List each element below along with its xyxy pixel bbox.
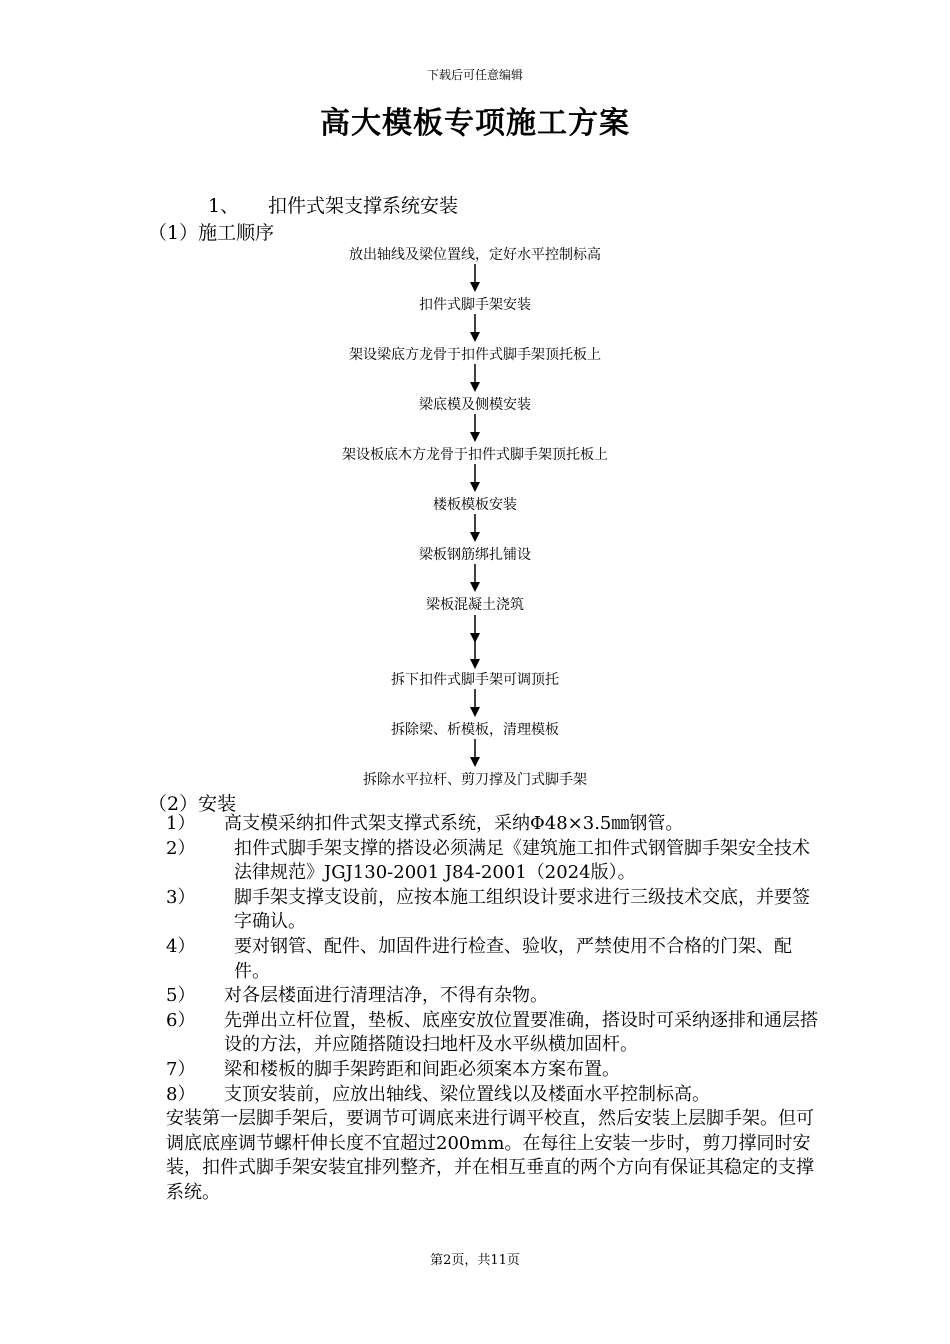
down-arrow-icon: [467, 314, 483, 342]
list-item: [148, 1083, 818, 1108]
document-title: 高大模板专项施工方案: [320, 106, 630, 141]
list-item: [148, 886, 818, 935]
section-number: 1、: [208, 195, 240, 217]
installation-list: [148, 812, 818, 1206]
down-arrow-icon: [467, 739, 483, 767]
page-footer: 第2页，共11页: [430, 1253, 520, 1268]
list-item-text: 支顶安装前，应放出轴线、梁位置线以及楼面水平控制标高。: [224, 1083, 710, 1105]
down-arrow-icon: [467, 264, 483, 292]
flow-step-1: 放出轴线及梁位置线，定好水平控制标高: [349, 247, 601, 263]
header-note: 下载后可任意编辑: [426, 68, 523, 82]
list-item: [148, 812, 818, 837]
list-item: [148, 1058, 818, 1083]
paragraph-text: 安装第一层脚手架后，要调节可调底来进行调平校直，然后安装上层脚手架。但可调底底座调节螺杆伸长度不宜超过200mm。在每往上安装一步时，剪刀撑同时安装，扣件式脚手架安装宜排列整齐，并在相互垂直的两个方向有保证其稳定的支撑系统。: [166, 1108, 814, 1203]
down-arrow-icon: [467, 464, 483, 492]
down-arrow-icon: [467, 564, 483, 592]
list-item: [148, 837, 818, 886]
list-item-text: 对各层楼面进行清理洁净，不得有杂物。: [224, 985, 548, 1007]
list-item-number: 2）: [166, 837, 196, 859]
list-item: [148, 935, 818, 984]
list-item-number: 5）: [166, 985, 196, 1007]
down-arrow-icon: [467, 641, 483, 669]
list-item-number: 1）: [166, 813, 196, 834]
subsection-heading-installation: （2）安装: [148, 793, 237, 815]
list-item-text: 高支模采纳扣件式架支撑式系统，采纳Φ48×3.5㎜钢管。: [224, 813, 684, 834]
flow-step-10: 拆除梁、析模板，清理模板: [391, 722, 559, 738]
down-arrow-icon: [467, 414, 483, 442]
flow-step-9: 拆下扣件式脚手架可调顶托: [391, 672, 559, 688]
list-item: [148, 984, 818, 1009]
list-item-text: 扣件式脚手架支撑的搭设必须满足《建筑施工扣件式钢管脚手架安全技术法律规范》JGJ130-2001 J84-2001（2024版）。: [234, 837, 810, 884]
flow-step-2: 扣件式脚手架安装: [419, 297, 531, 313]
down-arrow-icon: [467, 514, 483, 542]
list-item-text: 要对钢管、配件、加固件进行检查、验收，严禁使用不合格的门架、配件。: [234, 935, 792, 982]
list-item-number: 8）: [166, 1083, 196, 1105]
list-item-number: 4）: [166, 935, 196, 957]
list-item-number: 6）: [166, 1009, 196, 1031]
list-item-text: 先弹出立杆位置，垫板、底座安放位置要准确，搭设时可采纳逐排和通层搭设的方法，并应随搭随设扫地杆及水平纵横加固杆。: [224, 1009, 818, 1056]
list-item-number: 3）: [166, 886, 196, 908]
flow-step-3: 架设梁底方龙骨于扣件式脚手架顶托板上: [349, 347, 601, 363]
down-arrow-icon: [467, 615, 483, 643]
list-item-text: 梁和楼板的脚手架跨距和间距必须案本方案布置。: [224, 1058, 620, 1080]
subsection-heading-construction-order: （1）施工顺序: [148, 222, 275, 244]
flow-step-7: 梁板钢筋绑扎铺设: [419, 547, 531, 563]
flow-step-6: 楼板模板安装: [433, 497, 517, 513]
flow-step-5: 架设板底木方龙骨于扣件式脚手架顶托板上: [342, 447, 608, 463]
down-arrow-icon: [467, 364, 483, 392]
list-item-number: 7）: [166, 1058, 196, 1080]
down-arrow-icon: [467, 689, 483, 717]
list-item: [148, 1009, 818, 1058]
flow-step-11: 拆除水平拉杆、剪刀撑及门式脚手架: [363, 772, 587, 788]
list-item-text: 脚手架支撑支设前，应按本施工组织设计要求进行三级技术交底，并要签字确认。: [234, 886, 810, 933]
section-title: 扣件式架支撑系统安装: [268, 195, 459, 217]
flow-step-4: 梁底模及侧模安装: [419, 397, 531, 413]
flow-step-8: 梁板混凝土浇筑: [426, 597, 524, 613]
section-heading: [208, 191, 458, 218]
